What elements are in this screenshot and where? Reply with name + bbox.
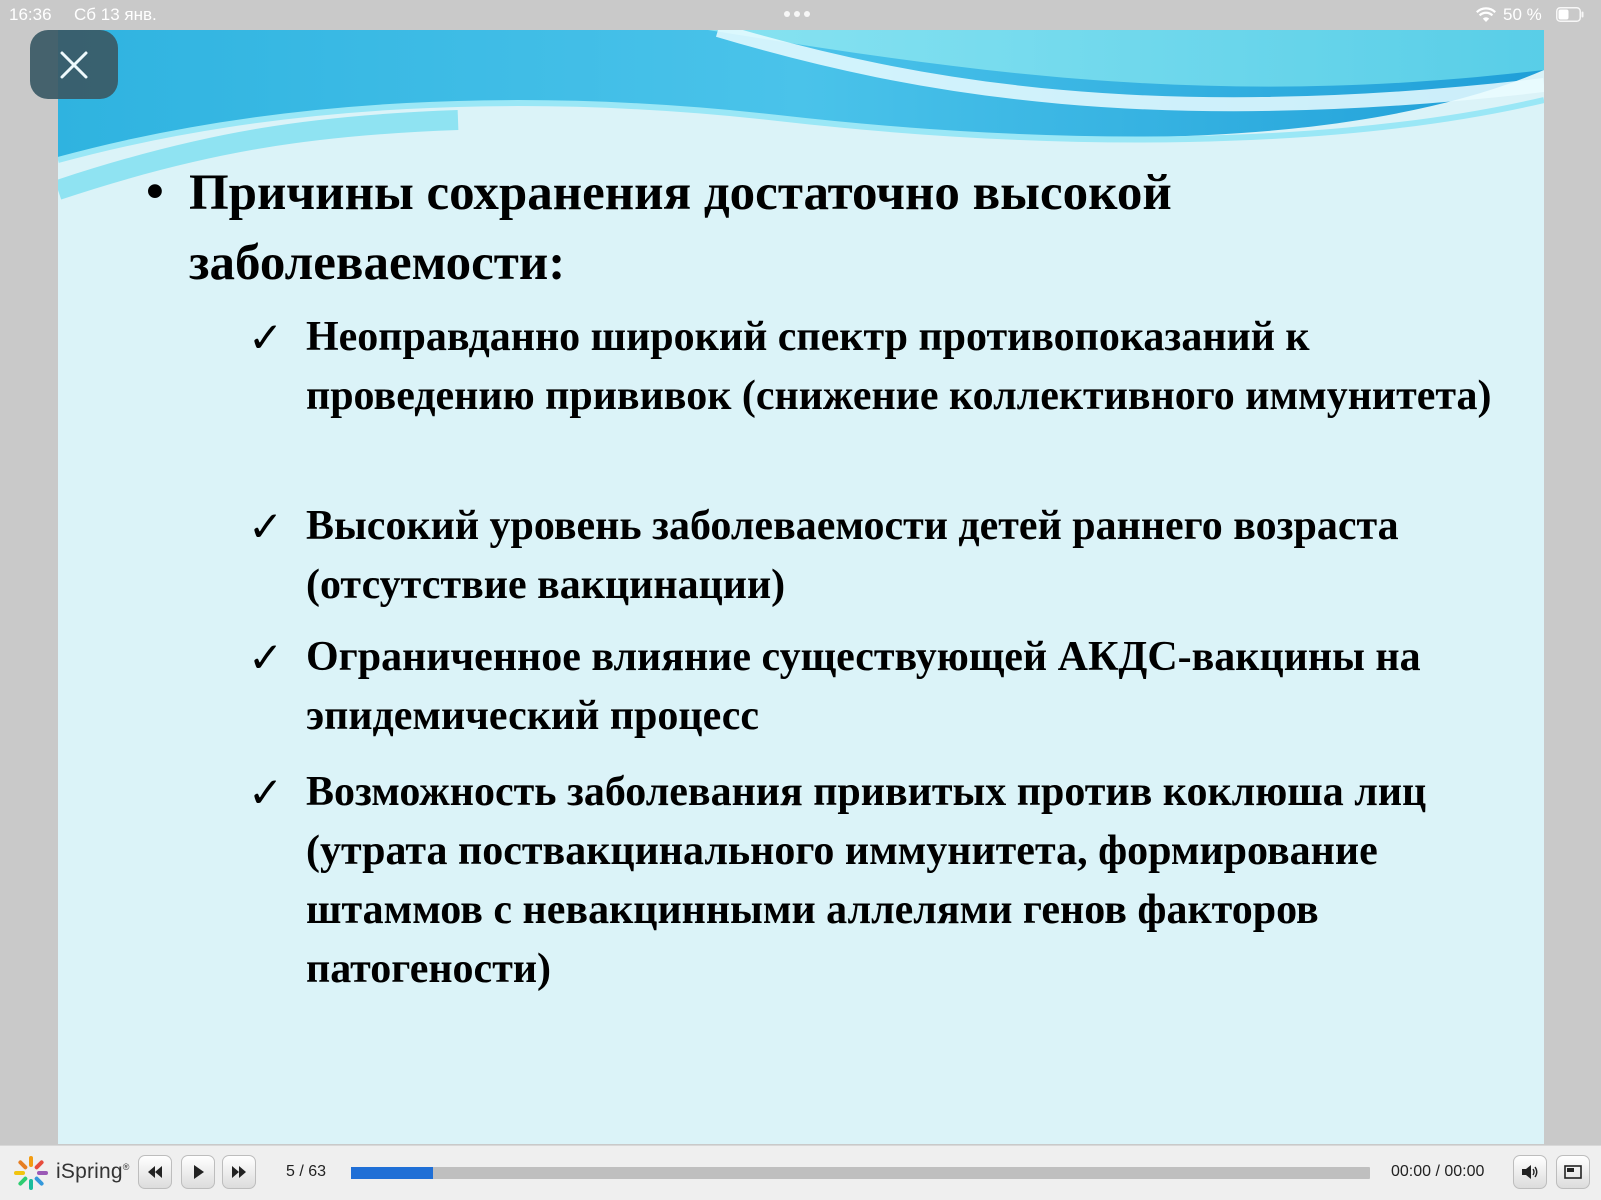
- list-item: [248, 497, 1518, 615]
- wifi-icon: [1476, 7, 1496, 23]
- slide: [58, 30, 1544, 1144]
- volume-button[interactable]: [1513, 1155, 1547, 1189]
- timecode: 00:00 / 00:00: [1391, 1163, 1485, 1180]
- play-button[interactable]: [181, 1155, 215, 1189]
- ispring-logo-icon: [13, 1155, 49, 1191]
- next-icon: [230, 1164, 248, 1180]
- list-item-text: Ограниченное влияние существующей АКДС-вакцины на эпидемический процесс: [306, 634, 1421, 739]
- list-item-text: Высокий уровень заболеваемости детей раннего возраста (отсутствие вакцинации): [306, 503, 1399, 608]
- slide-heading: Причины сохранения достаточно высокой заболеваемости:: [189, 165, 1172, 291]
- checkmark-icon: ✓: [248, 633, 284, 682]
- previous-slide-button[interactable]: [138, 1155, 172, 1189]
- status-date: Сб 13 янв.: [74, 5, 157, 24]
- checkmark-icon: ✓: [248, 313, 284, 362]
- ispring-brand: iSpring®: [56, 1160, 130, 1183]
- next-slide-button[interactable]: [222, 1155, 256, 1189]
- progress-fill: [351, 1167, 433, 1179]
- volume-icon: [1521, 1164, 1539, 1180]
- progress-bar[interactable]: [351, 1167, 1370, 1179]
- list-item: [248, 628, 1518, 746]
- bullet-dot: •: [146, 164, 164, 220]
- checkmark-icon: ✓: [248, 502, 284, 551]
- close-icon: [58, 49, 90, 81]
- play-icon: [189, 1164, 207, 1180]
- battery-icon: [1556, 7, 1584, 22]
- list-item-text: Неоправданно широкий спектр противопоказаний к проведению прививок (снижение коллективного иммунитета): [306, 314, 1492, 419]
- close-button[interactable]: [30, 30, 118, 99]
- prev-icon: [146, 1164, 164, 1180]
- slide-counter: 5 / 63: [286, 1163, 327, 1180]
- status-bar: [0, 0, 1601, 30]
- checkmark-icon: ✓: [248, 768, 284, 817]
- fullscreen-button[interactable]: [1556, 1155, 1590, 1189]
- player-bar: [0, 1145, 1601, 1200]
- list-item: [248, 763, 1518, 999]
- list-item: [248, 308, 1518, 426]
- battery-percent: 50 %: [1503, 5, 1542, 24]
- multitasking-dots[interactable]: [784, 11, 810, 17]
- fullscreen-icon: [1564, 1164, 1582, 1180]
- status-time: 16:36: [9, 5, 52, 24]
- list-item-text: Возможность заболевания привитых против коклюша лиц (утрата поствакцинального иммунитета, формирование штаммов с невакцинными аллелями генов факторов патогености): [306, 769, 1427, 992]
